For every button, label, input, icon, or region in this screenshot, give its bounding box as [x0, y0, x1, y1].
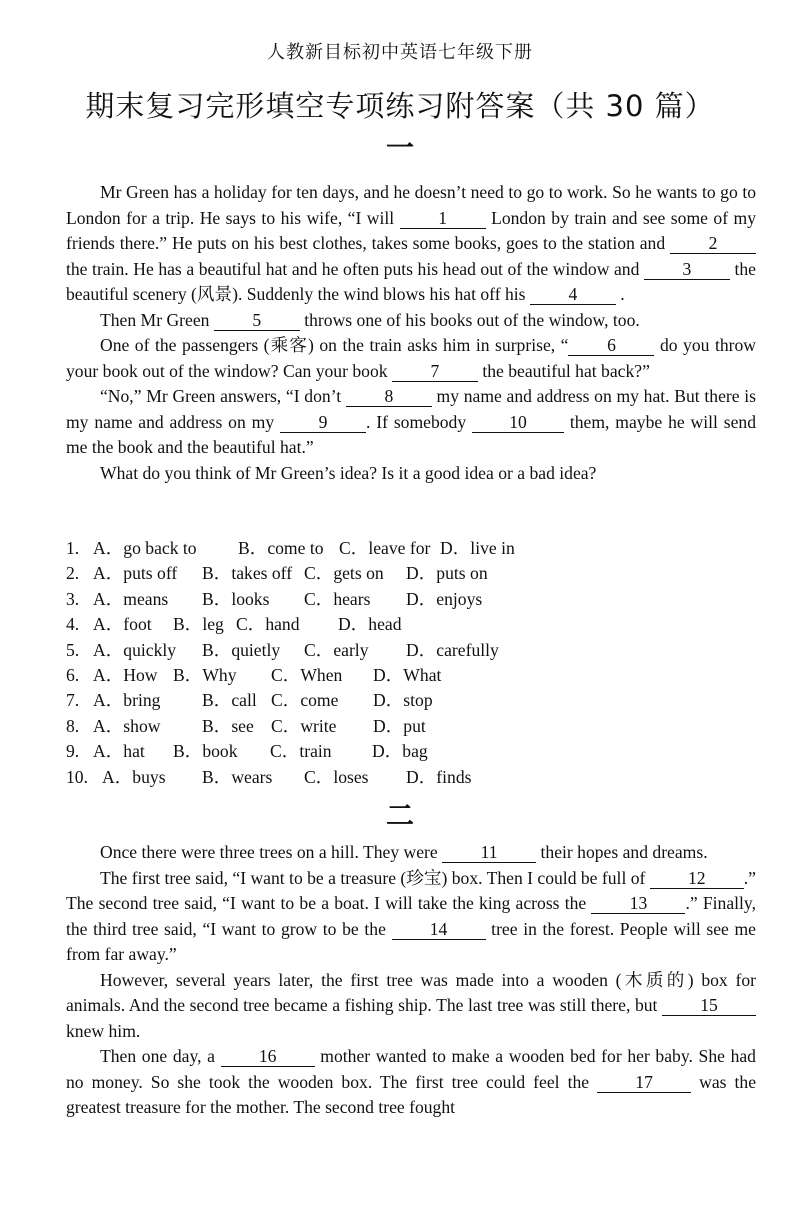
blank-6[interactable]: 6 — [568, 336, 654, 356]
question-number: 6. — [66, 664, 80, 685]
paragraph: What do you think of Mr Green’s idea? Is it a good idea or a bad idea? — [100, 462, 597, 483]
option-a[interactable]: A．means — [93, 588, 169, 609]
paragraph — [66, 840, 756, 866]
text: was the greatest treasure for the mother. The second tree fought — [66, 1071, 757, 1117]
question-row — [66, 714, 756, 739]
paragraph — [66, 308, 756, 334]
text: Then one day, a — [100, 1046, 221, 1066]
text: knew him. — [66, 1020, 141, 1041]
option-b[interactable]: B．wears — [202, 766, 273, 787]
text: .” The second tree said, “I want to be a boat. I will take the king across the — [66, 867, 756, 913]
blank-13[interactable]: 13 — [591, 894, 685, 914]
option-b[interactable]: B．quietly — [202, 639, 281, 660]
question-number: 8. — [66, 715, 80, 736]
option-b[interactable]: B．Why — [173, 664, 237, 685]
option-c[interactable]: C．leave for — [339, 538, 431, 558]
option-d[interactable]: D．enjoys — [406, 588, 483, 609]
blank-10[interactable]: 10 — [472, 413, 564, 433]
blank-2[interactable]: 2 — [670, 234, 756, 254]
question-row — [66, 739, 756, 764]
question-row — [66, 561, 756, 586]
option-a[interactable]: A．puts off — [93, 563, 178, 584]
option-a[interactable]: A．go back to — [93, 538, 197, 558]
paragraph — [66, 968, 756, 1045]
blank-11[interactable]: 11 — [442, 843, 536, 863]
text: . — [615, 284, 625, 304]
paragraph — [66, 180, 756, 308]
text: However, several years later, the first tree was made into a wooden (木质的) box for animals. And the second tree became a fishing ship. The last tree was still there, but — [66, 969, 756, 1015]
option-c[interactable]: C．hears — [304, 588, 371, 609]
text: mother wanted to make a wooden bed for her baby. She had no money. So she took the wooden box. The first tree could feel the — [66, 1046, 756, 1092]
text: throws one of his books out of the window, too. — [299, 309, 640, 330]
text: One of the passengers (乘客) on the train asks him in surprise, “ — [100, 335, 569, 355]
paragraph — [66, 866, 756, 968]
question-row — [66, 765, 756, 790]
text: the train. He has a beautiful hat and he often puts his head out of the window and — [66, 258, 644, 279]
option-a[interactable]: A．foot — [93, 614, 152, 635]
text: London by train and see some of my friends there.” He puts on his best clothes, takes some books, goes to the station and — [66, 207, 756, 253]
option-c[interactable]: C．write — [271, 715, 337, 736]
blank-3[interactable]: 3 — [644, 260, 730, 280]
question-number: 10. — [66, 766, 88, 787]
text: them, maybe he will send me the book and the beautiful hat.” — [66, 411, 757, 457]
text: Once there were three trees on a hill. They were — [100, 842, 443, 862]
blank-5[interactable]: 5 — [214, 311, 300, 331]
blank-12[interactable]: 12 — [650, 869, 744, 889]
question-number: 7. — [66, 690, 80, 711]
blank-8[interactable]: 8 — [346, 387, 432, 407]
blank-4[interactable]: 4 — [530, 285, 616, 305]
page-title: 期末复习完形填空专项练习附答案（共 30 篇） — [85, 89, 715, 123]
option-d[interactable]: D．carefully — [406, 639, 499, 660]
question-row — [66, 688, 756, 713]
option-a[interactable]: A．show — [93, 715, 161, 736]
option-d[interactable]: D．put — [373, 715, 426, 736]
blank-14[interactable]: 14 — [392, 920, 486, 940]
question-row — [66, 536, 756, 561]
option-d[interactable]: D．stop — [373, 690, 433, 711]
text: their hopes and dreams. — [536, 842, 708, 862]
passage-1 — [66, 180, 756, 486]
option-a[interactable]: A．buys — [102, 766, 166, 787]
option-b[interactable]: B．see — [202, 715, 254, 736]
section-heading-2: 二 — [385, 799, 414, 832]
paragraph — [66, 384, 756, 461]
option-c[interactable]: C．hand — [236, 614, 300, 635]
option-b[interactable]: B．leg — [173, 614, 224, 635]
paragraph — [66, 1044, 756, 1121]
text: the beautiful scenery (风景). Suddenly the wind blows his hat off his — [66, 258, 756, 304]
passage-2 — [66, 840, 756, 1121]
text: the beautiful hat back?” — [477, 360, 650, 381]
text: .” Finally, the third tree said, “I want to grow to be the — [66, 893, 756, 939]
text: “No,” Mr Green answers, “I don’t — [100, 386, 346, 406]
option-c[interactable]: C．early — [304, 639, 369, 660]
question-number: 2. — [66, 563, 80, 584]
blank-15[interactable]: 15 — [662, 996, 756, 1016]
text: The first tree said, “I want to be a treasure (珍宝) box. Then I could be full of — [100, 867, 650, 888]
text: do you throw your book out of the window? Can your book — [66, 335, 756, 381]
question-number: 4. — [66, 614, 80, 635]
option-b[interactable]: B．come to — [238, 538, 324, 558]
option-a[interactable]: A．quickly — [93, 639, 177, 660]
question-number: 3. — [66, 588, 80, 609]
blank-7[interactable]: 7 — [392, 362, 478, 382]
option-d[interactable]: D．What — [373, 664, 442, 685]
question-number: 5. — [66, 639, 80, 660]
option-a[interactable]: A．bring — [93, 690, 161, 711]
text: my name and address on my hat. But there is my name and address on my — [66, 386, 756, 432]
option-a[interactable]: A．How — [93, 664, 158, 685]
question-row — [66, 612, 756, 637]
question-list — [66, 536, 756, 790]
option-a[interactable]: A．hat — [93, 741, 145, 762]
question-row — [66, 638, 756, 663]
option-c[interactable]: C．gets on — [304, 563, 384, 584]
question-row — [66, 587, 756, 612]
text: Then Mr Green — [100, 309, 214, 330]
text: Mr Green has a holiday for ten days, and he doesn’t need to go to work. So he wants to go to London for a trip. He says to his wife, “I will — [66, 182, 756, 228]
page-header: 人教新目标初中英语七年级下册 — [267, 42, 533, 63]
option-b[interactable]: B．call — [202, 690, 257, 711]
section-heading-1: 一 — [385, 131, 414, 164]
option-b[interactable]: B．book — [173, 741, 238, 762]
option-d[interactable]: D．puts on — [406, 563, 488, 584]
paragraph — [66, 333, 756, 384]
option-d[interactable]: D．head — [338, 614, 402, 635]
text: . If somebody — [365, 411, 473, 432]
question-number: 1. — [66, 538, 80, 558]
option-c[interactable]: C．loses — [304, 766, 369, 787]
text: tree in the forest. People will see me from far away.” — [66, 918, 756, 964]
option-d[interactable]: D．live in — [440, 538, 515, 558]
option-b[interactable]: B．looks — [202, 588, 270, 609]
option-d[interactable]: D．bag — [372, 741, 428, 762]
question-number: 9. — [66, 741, 80, 762]
blank-17[interactable]: 17 — [597, 1073, 691, 1093]
option-b[interactable]: B．takes off — [202, 563, 293, 584]
blank-9[interactable]: 9 — [280, 413, 366, 433]
option-c[interactable]: C．come — [271, 690, 339, 711]
blank-16[interactable]: 16 — [221, 1047, 315, 1067]
option-d[interactable]: D．finds — [406, 766, 472, 787]
blank-1[interactable]: 1 — [400, 209, 486, 229]
question-row — [66, 663, 756, 688]
option-c[interactable]: C．train — [270, 741, 332, 762]
option-c[interactable]: C．When — [271, 664, 343, 685]
